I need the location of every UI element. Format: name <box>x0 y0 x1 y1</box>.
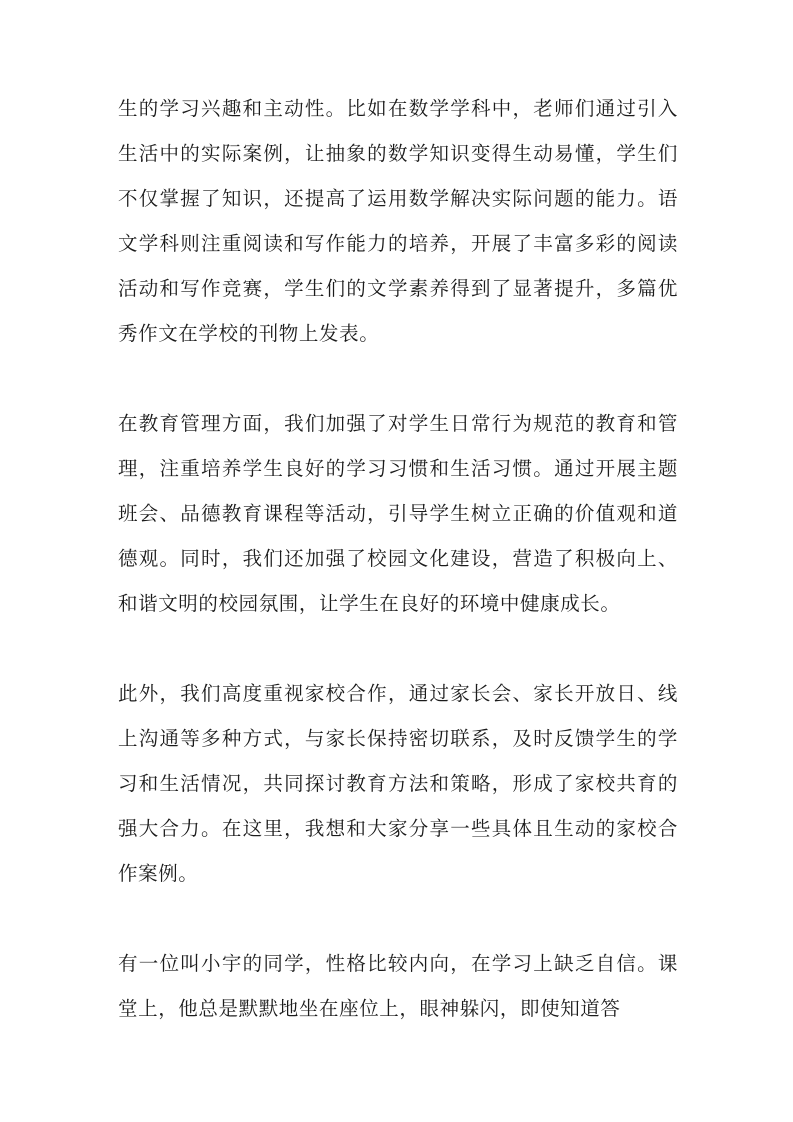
paragraph: 生的学习兴趣和主动性。比如在数学学科中，老师们通过引入生活中的实际案例，让抽象的数学知识变得生动易懂，学生们不仅掌握了知识，还提高了运用数学解决实际问题的能力。语文学科则注重阅读和写作能力的培养，开展了丰富多彩的阅读活动和写作竞赛，学生们的文学素养得到了显著提升，多篇优秀作文在学校的刊物上发表。 <box>118 97 678 345</box>
paragraph: 此外，我们高度重视家校合作，通过家长会、家长开放日、线上沟通等多种方式，与家长保持密切联系，及时反馈学生的学习和生活情况，共同探讨教育方法和策略，形成了家校共育的强大合力。在这里，我想和大家分享一些具体且生动的家校合作案例。 <box>118 682 678 885</box>
paragraph: 有一位叫小宇的同学，性格比较内向，在学习上缺乏自信。课堂上，他总是默默地坐在座位上，眼神躲闪，即使知道答 <box>118 952 678 1020</box>
document-body <box>118 86 678 1031</box>
paragraph: 在教育管理方面，我们加强了对学生日常行为规范的教育和管理，注重培养学生良好的学习习惯和生活习惯。通过开展主题班会、品德教育课程等活动，引导学生树立正确的价值观和道德观。同时，我们还加强了校园文化建设，营造了积极向上、和谐文明的校园氛围，让学生在良好的环境中健康成长。 <box>118 412 678 615</box>
